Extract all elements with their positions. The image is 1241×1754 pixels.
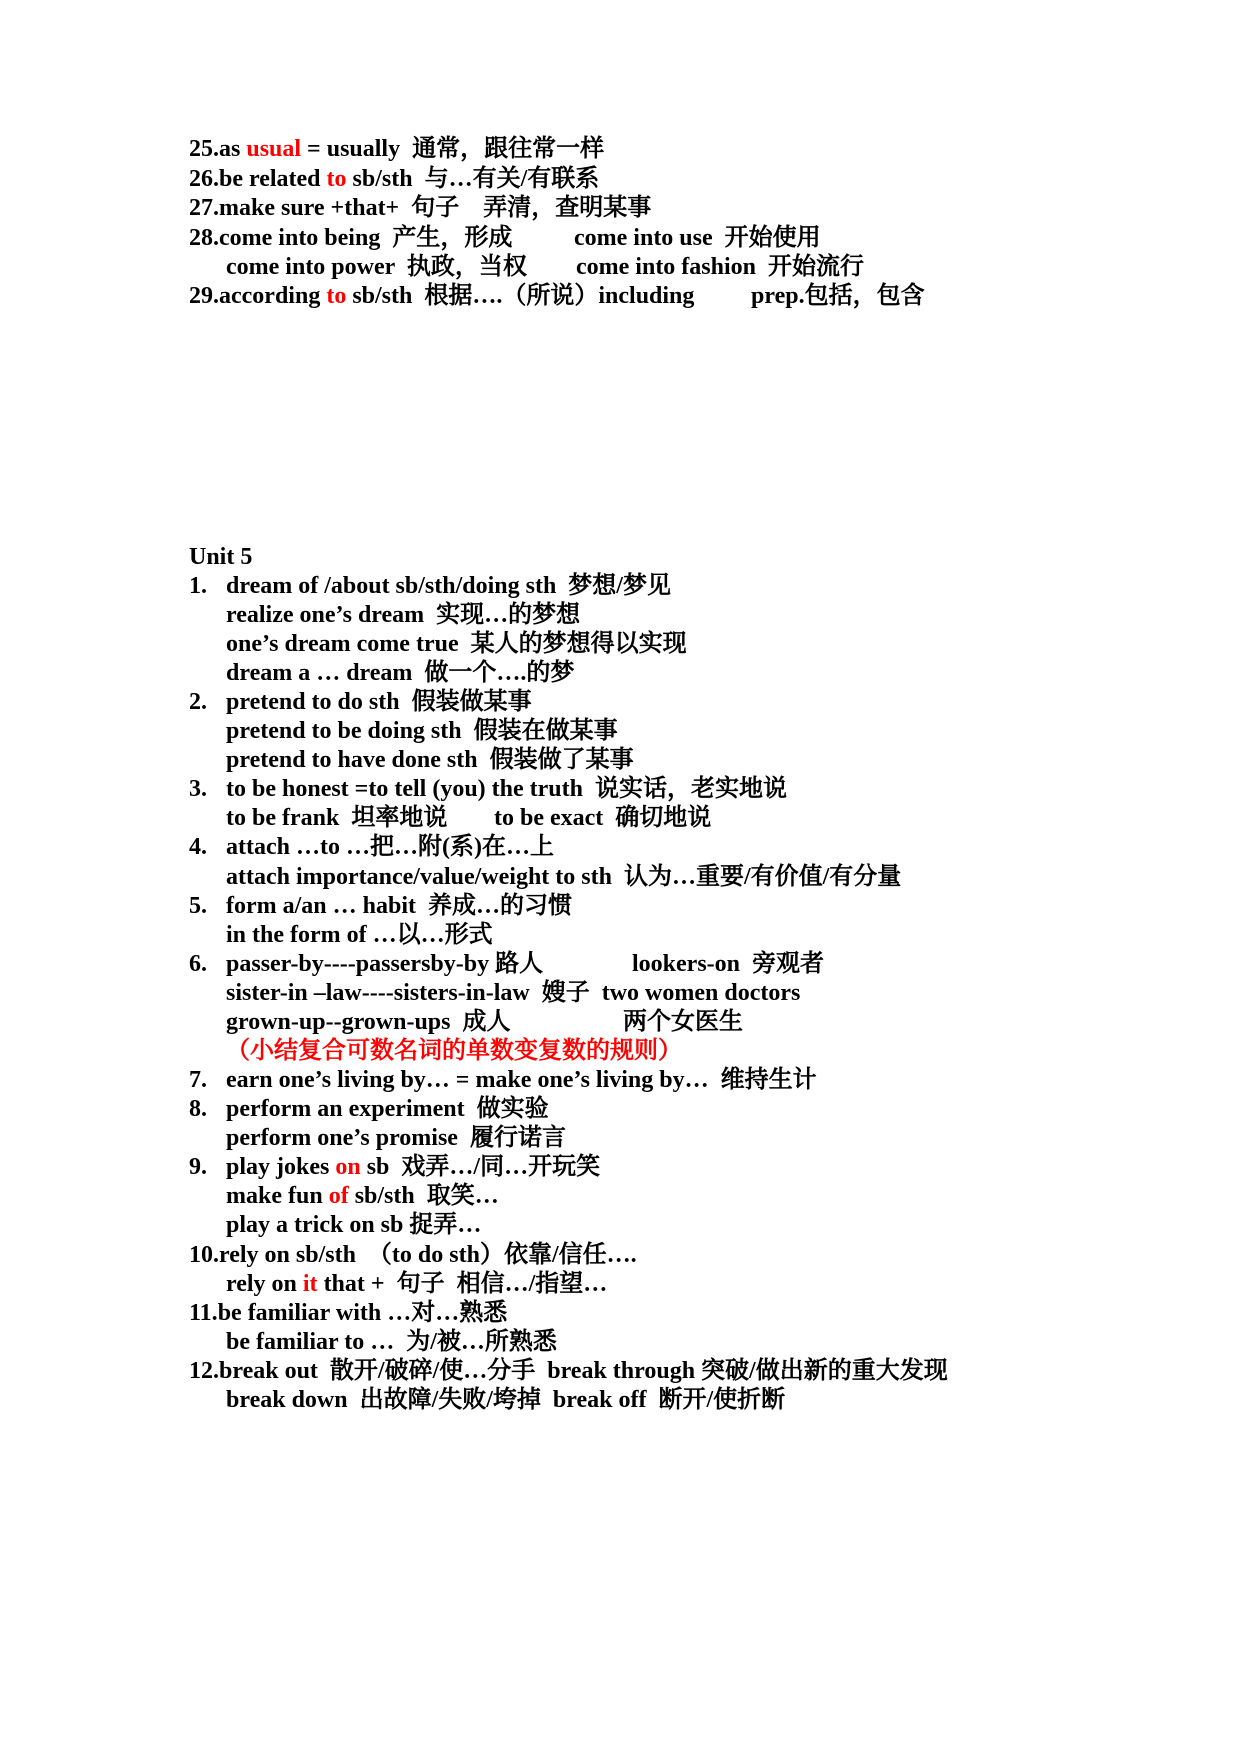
unit-item-2: 2. pretend to do sth 假装做某事 bbox=[189, 689, 532, 715]
unit-item-10: 10.rely on sb/sth （to do sth）依靠/信任…. bbox=[189, 1242, 637, 1268]
item-28-col2: come into use 开始使用 bbox=[574, 225, 821, 251]
unit-item-8-line2: perform one’s promise 履行诺言 bbox=[226, 1125, 566, 1151]
unit-item-6-line2: sister-in –law----sisters-in-law 嫂子 two women doctors bbox=[226, 980, 801, 1006]
unit-item-1-line4: dream a … dream 做一个….的梦 bbox=[226, 660, 575, 686]
unit-item-8: 8. perform an experiment 做实验 bbox=[189, 1096, 549, 1122]
unit-item-6-col2: lookers-on 旁观者 bbox=[632, 951, 824, 977]
highlight-word: usual bbox=[246, 136, 302, 162]
item-29-col2: prep.包括，包含 bbox=[751, 283, 925, 309]
item-28-line2: come into power 执政，当权 bbox=[226, 254, 527, 280]
unit-item-1-line3: one’s dream come true 某人的梦想得以实现 bbox=[226, 631, 687, 657]
unit-item-9-line3: play a trick on sb 捉弄… bbox=[226, 1212, 482, 1238]
item-28: 28.come into being 产生，形成 bbox=[189, 225, 513, 251]
unit-item-12-line2: break down 出故障/失败/垮掉 break off 断开/使折断 bbox=[226, 1387, 786, 1413]
unit-item-3-line2: to be frank 坦率地说 bbox=[226, 805, 448, 831]
highlight-word: of bbox=[328, 1183, 349, 1209]
unit-item-7: 7. earn one’s living by… = make one’s living by… 维持生计 bbox=[189, 1067, 817, 1093]
highlight-word: it bbox=[302, 1271, 318, 1297]
unit-item-9: 9. play jokes on sb 戏弄…/同…开玩笑 bbox=[189, 1154, 601, 1180]
unit-item-4: 4. attach …to …把…附(系)在…上 bbox=[189, 834, 554, 860]
unit-item-6: 6. passer-by----passersby-by 路人 bbox=[189, 951, 544, 977]
highlight-word: on bbox=[335, 1154, 361, 1180]
highlight-word: to bbox=[326, 283, 347, 309]
unit-item-2-line2: pretend to be doing sth 假装在做某事 bbox=[226, 718, 618, 744]
unit-item-6-line3: grown-up--grown-ups 成人 bbox=[226, 1009, 511, 1035]
unit-item-5-line2: in the form of …以…形式 bbox=[226, 922, 493, 948]
item-29: 29.according to sb/sth 根据….（所说）including bbox=[189, 283, 695, 309]
unit-title: Unit 5 bbox=[189, 544, 253, 570]
unit-item-2-line3: pretend to have done sth 假装做了某事 bbox=[226, 747, 634, 773]
unit-item-1-line2: realize one’s dream 实现…的梦想 bbox=[226, 602, 581, 628]
unit-item-9-line2: make fun of sb/sth 取笑… bbox=[226, 1183, 499, 1209]
unit-item-3-line2-col2: to be exact 确切地说 bbox=[494, 805, 712, 831]
unit-item-5: 5. form a/an … habit 养成…的习惯 bbox=[189, 893, 573, 919]
item-25: 25.as usual = usually 通常，跟往常一样 bbox=[189, 136, 605, 162]
highlight-word: to bbox=[326, 166, 347, 192]
unit-item-10-line2: rely on it that + 句子 相信…/指望… bbox=[226, 1271, 608, 1297]
item-28-line2-col2: come into fashion 开始流行 bbox=[576, 254, 864, 280]
rule-note: （小结复合可数名词的单数变复数的规则） bbox=[226, 1038, 682, 1064]
item-26: 26.be related to sb/sth 与…有关/有联系 bbox=[189, 166, 600, 192]
unit-item-4-line2: attach importance/value/weight to sth 认为…重要/有价值/有分量 bbox=[226, 864, 902, 890]
unit-item-12: 12.break out 散开/破碎/使…分手 break through 突破/做出新的重大发现 bbox=[189, 1358, 948, 1384]
unit-item-3: 3. to be honest =to tell (you) the truth 说实话，老实地说 bbox=[189, 776, 787, 802]
unit-item-6-line3-col2: 两个女医生 bbox=[623, 1009, 743, 1035]
unit-item-1: 1. dream of /about sb/sth/doing sth 梦想/梦见 bbox=[189, 573, 671, 599]
unit-item-11-line2: be familiar to … 为/被…所熟悉 bbox=[226, 1329, 557, 1355]
item-27: 27.make sure +that+ 句子 弄清，查明某事 bbox=[189, 195, 652, 221]
unit-item-11: 11.be familiar with …对…熟悉 bbox=[189, 1300, 508, 1326]
